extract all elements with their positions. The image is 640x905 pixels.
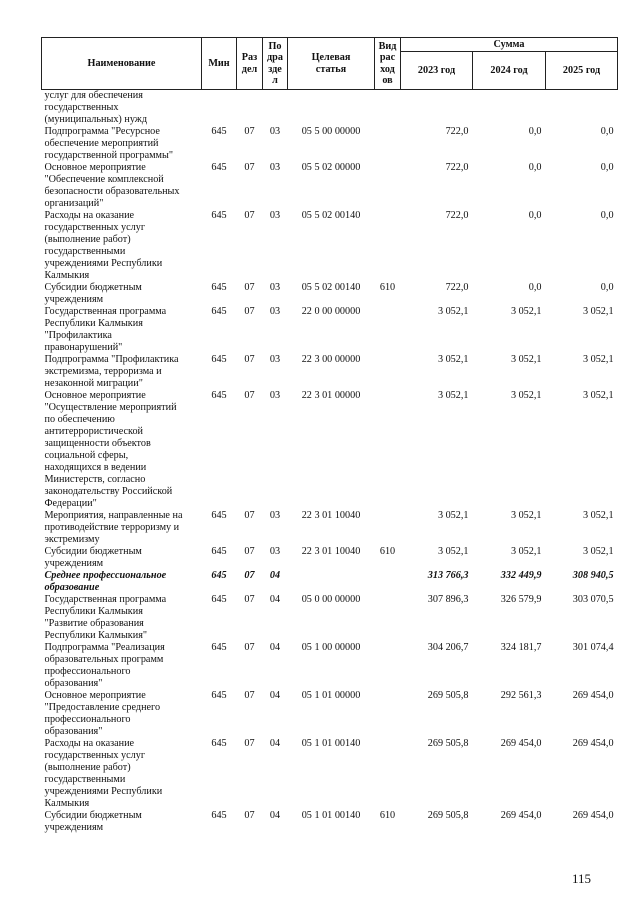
row-target: 22 3 01 10040 <box>301 546 361 557</box>
header-vid: Вид рас ход ов <box>375 38 401 90</box>
table-row <box>42 546 618 570</box>
row-name: Мероприятия, направленные на противодействие терроризму и экстремизму <box>44 510 183 545</box>
row-vid <box>375 354 401 390</box>
row-razdel: 07 <box>244 210 255 221</box>
row-sum-2024: 269 454,0 <box>500 738 542 749</box>
row-target: 05 1 01 00140 <box>301 738 361 749</box>
row-podrazdel: 03 <box>269 210 281 221</box>
row-sum-2025: 3 052,1 <box>582 354 614 365</box>
row-podrazdel: 03 <box>269 546 281 557</box>
row-min: 645 <box>211 594 227 605</box>
row-target: 05 5 02 00140 <box>301 210 361 221</box>
table-row <box>42 810 618 834</box>
row-podrazdel: 03 <box>269 306 281 317</box>
row-sum-2025: 0,0 <box>600 210 614 221</box>
row-razdel: 07 <box>244 810 255 821</box>
row-vid <box>375 570 401 594</box>
table-row <box>42 90 618 127</box>
row-sum-2024: 0,0 <box>528 126 542 137</box>
row-sum-2024: 3 052,1 <box>510 354 542 365</box>
row-sum-2024 <box>473 90 546 127</box>
row-vid <box>375 510 401 546</box>
table-row <box>42 390 618 510</box>
row-name: Государственная программа Республики Калмыкия "Развитие образования Республики Калмыкия" <box>44 594 167 641</box>
row-vid <box>375 210 401 282</box>
header-name: Наименование <box>42 38 202 90</box>
row-sum-2023: 3 052,1 <box>437 306 469 317</box>
row-vid <box>375 594 401 642</box>
row-razdel: 07 <box>244 282 255 293</box>
row-sum-2023: 3 052,1 <box>437 390 469 401</box>
row-podrazdel: 04 <box>269 570 281 581</box>
row-name: Подпрограмма "Реализация образовательных программ профессионального образования" <box>44 642 165 689</box>
row-sum-2024: 326 579,9 <box>500 594 542 605</box>
row-razdel: 07 <box>244 690 255 701</box>
row-target <box>288 570 375 594</box>
row-sum-2025: 308 940,5 <box>572 570 614 581</box>
row-sum-2023 <box>401 90 473 127</box>
row-min: 645 <box>211 738 227 749</box>
row-name: Основное мероприятие "Осуществление мероприятий по обеспечению антитеррористической защищенности объектов социальной сферы, находящихся в ведении Министерств, согласно законодательству Российской Федерации" <box>44 390 177 509</box>
row-sum-2023: 722,0 <box>445 126 469 137</box>
row-sum-2023: 722,0 <box>445 282 469 293</box>
table-row <box>42 354 618 390</box>
row-min: 645 <box>211 126 227 137</box>
row-name: Субсидии бюджетным учреждениям <box>44 810 142 833</box>
header-2023: 2023 год <box>401 52 473 90</box>
table-row <box>42 510 618 546</box>
row-min: 645 <box>211 210 227 221</box>
row-podrazdel: 03 <box>269 354 281 365</box>
row-podrazdel: 04 <box>269 594 281 605</box>
row-sum-2024: 0,0 <box>528 162 542 173</box>
row-razdel: 07 <box>244 162 255 173</box>
header-sum: Сумма <box>401 38 618 52</box>
row-min: 645 <box>211 690 227 701</box>
row-sum-2024: 3 052,1 <box>510 510 542 521</box>
table-row <box>42 642 618 690</box>
row-min: 645 <box>211 642 227 653</box>
budget-table <box>41 37 618 834</box>
table-row <box>42 738 618 810</box>
row-podrazdel: 03 <box>269 126 281 137</box>
table-row <box>42 690 618 738</box>
row-vid <box>375 306 401 354</box>
table-header <box>42 38 618 90</box>
row-target: 22 3 00 00000 <box>301 354 361 365</box>
row-sum-2025: 301 074,4 <box>572 642 614 653</box>
row-sum-2025: 0,0 <box>600 282 614 293</box>
row-podrazdel: 03 <box>269 390 281 401</box>
row-name: Субсидии бюджетным учреждениям <box>44 546 142 569</box>
row-name: Субсидии бюджетным учреждениям <box>44 282 142 305</box>
row-vid <box>375 390 401 510</box>
row-sum-2023: 307 896,3 <box>427 594 469 605</box>
row-min: 645 <box>211 510 227 521</box>
row-name: Расходы на оказание государственных услуг (выполнение работ) государственными учреждениями Республики Калмыкия <box>44 738 163 809</box>
row-razdel: 07 <box>244 126 255 137</box>
row-podrazdel: 04 <box>269 810 281 821</box>
header-podrazdel: По дра зде л <box>263 38 288 90</box>
row-sum-2024: 269 454,0 <box>500 810 542 821</box>
row-name: Подпрограмма "Ресурсное обеспечение мероприятий государственной программы" <box>44 126 173 161</box>
row-sum-2025: 3 052,1 <box>582 306 614 317</box>
row-sum-2025: 269 454,0 <box>572 738 614 749</box>
row-sum-2024: 3 052,1 <box>510 390 542 401</box>
row-target: 05 5 00 00000 <box>301 126 361 137</box>
row-podrazdel <box>263 90 288 127</box>
row-sum-2025: 269 454,0 <box>572 810 614 821</box>
row-podrazdel: 04 <box>269 738 281 749</box>
row-min: 645 <box>211 282 227 293</box>
row-target: 05 1 01 00000 <box>301 690 361 701</box>
row-vid: 610 <box>379 810 396 821</box>
row-sum-2023: 313 766,3 <box>427 570 469 581</box>
row-vid: 610 <box>379 546 396 557</box>
row-name: Среднее профессиональное образование <box>44 570 167 593</box>
table-row <box>42 594 618 642</box>
row-podrazdel: 03 <box>269 510 281 521</box>
row-min: 645 <box>211 390 227 401</box>
row-razdel: 07 <box>244 546 255 557</box>
row-sum-2023: 3 052,1 <box>437 546 469 557</box>
row-sum-2023: 269 505,8 <box>427 738 469 749</box>
table-row <box>42 570 618 594</box>
row-name: Основное мероприятие "Предоставление среднего профессионального образования" <box>44 690 161 737</box>
row-sum-2024: 0,0 <box>528 282 542 293</box>
row-name: услуг для обеспечения государственных (муниципальных) нужд <box>44 90 147 125</box>
row-razdel: 07 <box>244 594 255 605</box>
row-razdel: 07 <box>244 738 255 749</box>
row-sum-2025: 269 454,0 <box>572 690 614 701</box>
row-razdel: 07 <box>244 510 255 521</box>
row-min: 645 <box>211 354 227 365</box>
row-vid <box>375 738 401 810</box>
row-min: 645 <box>211 570 227 581</box>
row-sum-2025: 0,0 <box>600 126 614 137</box>
row-sum-2024: 332 449,9 <box>500 570 542 581</box>
row-vid <box>375 642 401 690</box>
row-sum-2023: 722,0 <box>445 210 469 221</box>
row-sum-2023: 304 206,7 <box>427 642 469 653</box>
row-target: 22 3 01 00000 <box>301 390 361 401</box>
row-min: 645 <box>211 810 227 821</box>
header-razdel: Раз дел <box>237 38 263 90</box>
row-sum-2024: 324 181,7 <box>500 642 542 653</box>
row-target: 05 1 00 00000 <box>301 642 361 653</box>
row-target: 22 0 00 00000 <box>301 306 361 317</box>
row-sum-2025: 3 052,1 <box>582 546 614 557</box>
page-number: 115 <box>571 871 591 886</box>
row-sum-2023: 269 505,8 <box>427 810 469 821</box>
row-name: Основное мероприятие "Обеспечение комплексной безопасности образовательных организаций" <box>44 162 180 209</box>
row-min: 645 <box>211 546 227 557</box>
row-vid <box>375 690 401 738</box>
row-sum-2025: 3 052,1 <box>582 510 614 521</box>
table-row <box>42 282 618 306</box>
header-target: Целевая статья <box>288 38 375 90</box>
row-target: 05 5 02 00000 <box>301 162 361 173</box>
row-razdel: 07 <box>244 390 255 401</box>
row-razdel: 07 <box>244 354 255 365</box>
table-row <box>42 126 618 162</box>
row-vid <box>375 90 401 127</box>
row-razdel <box>237 90 263 127</box>
row-sum-2025 <box>546 90 618 127</box>
row-razdel: 07 <box>244 306 255 317</box>
row-sum-2024: 3 052,1 <box>510 546 542 557</box>
row-vid <box>375 162 401 210</box>
table-row <box>42 210 618 282</box>
table-body <box>42 90 618 835</box>
row-name: Государственная программа Республики Калмыкия "Профилактика правонарушений" <box>44 306 167 353</box>
row-target: 05 0 00 00000 <box>301 594 361 605</box>
row-sum-2025: 0,0 <box>600 162 614 173</box>
row-sum-2023: 722,0 <box>445 162 469 173</box>
row-sum-2023: 3 052,1 <box>437 354 469 365</box>
row-sum-2024: 292 561,3 <box>500 690 542 701</box>
row-sum-2023: 3 052,1 <box>437 510 469 521</box>
row-target: 05 5 02 00140 <box>301 282 361 293</box>
row-razdel: 07 <box>244 642 255 653</box>
row-target: 22 3 01 10040 <box>301 510 361 521</box>
row-vid: 610 <box>379 282 396 293</box>
row-sum-2024: 0,0 <box>528 210 542 221</box>
table-row <box>42 306 618 354</box>
row-min: 645 <box>211 306 227 317</box>
row-podrazdel: 03 <box>269 162 281 173</box>
row-razdel: 07 <box>244 570 255 581</box>
row-sum-2025: 3 052,1 <box>582 390 614 401</box>
row-name: Подпрограмма "Профилактика экстремизма, терроризма и незаконной миграции" <box>44 354 179 389</box>
row-sum-2025: 303 070,5 <box>572 594 614 605</box>
header-2024: 2024 год <box>473 52 546 90</box>
row-sum-2023: 269 505,8 <box>427 690 469 701</box>
row-podrazdel: 04 <box>269 690 281 701</box>
row-min <box>202 90 237 127</box>
header-min: Мин <box>202 38 237 90</box>
row-target: 05 1 01 00140 <box>301 810 361 821</box>
table-row <box>42 162 618 210</box>
row-vid <box>375 126 401 162</box>
row-podrazdel: 03 <box>269 282 281 293</box>
row-target <box>288 90 375 127</box>
row-podrazdel: 04 <box>269 642 281 653</box>
header-2025: 2025 год <box>546 52 618 90</box>
row-sum-2024: 3 052,1 <box>510 306 542 317</box>
row-min: 645 <box>211 162 227 173</box>
row-name: Расходы на оказание государственных услуг (выполнение работ) государственными учреждениями Республики Калмыкия <box>44 210 163 281</box>
